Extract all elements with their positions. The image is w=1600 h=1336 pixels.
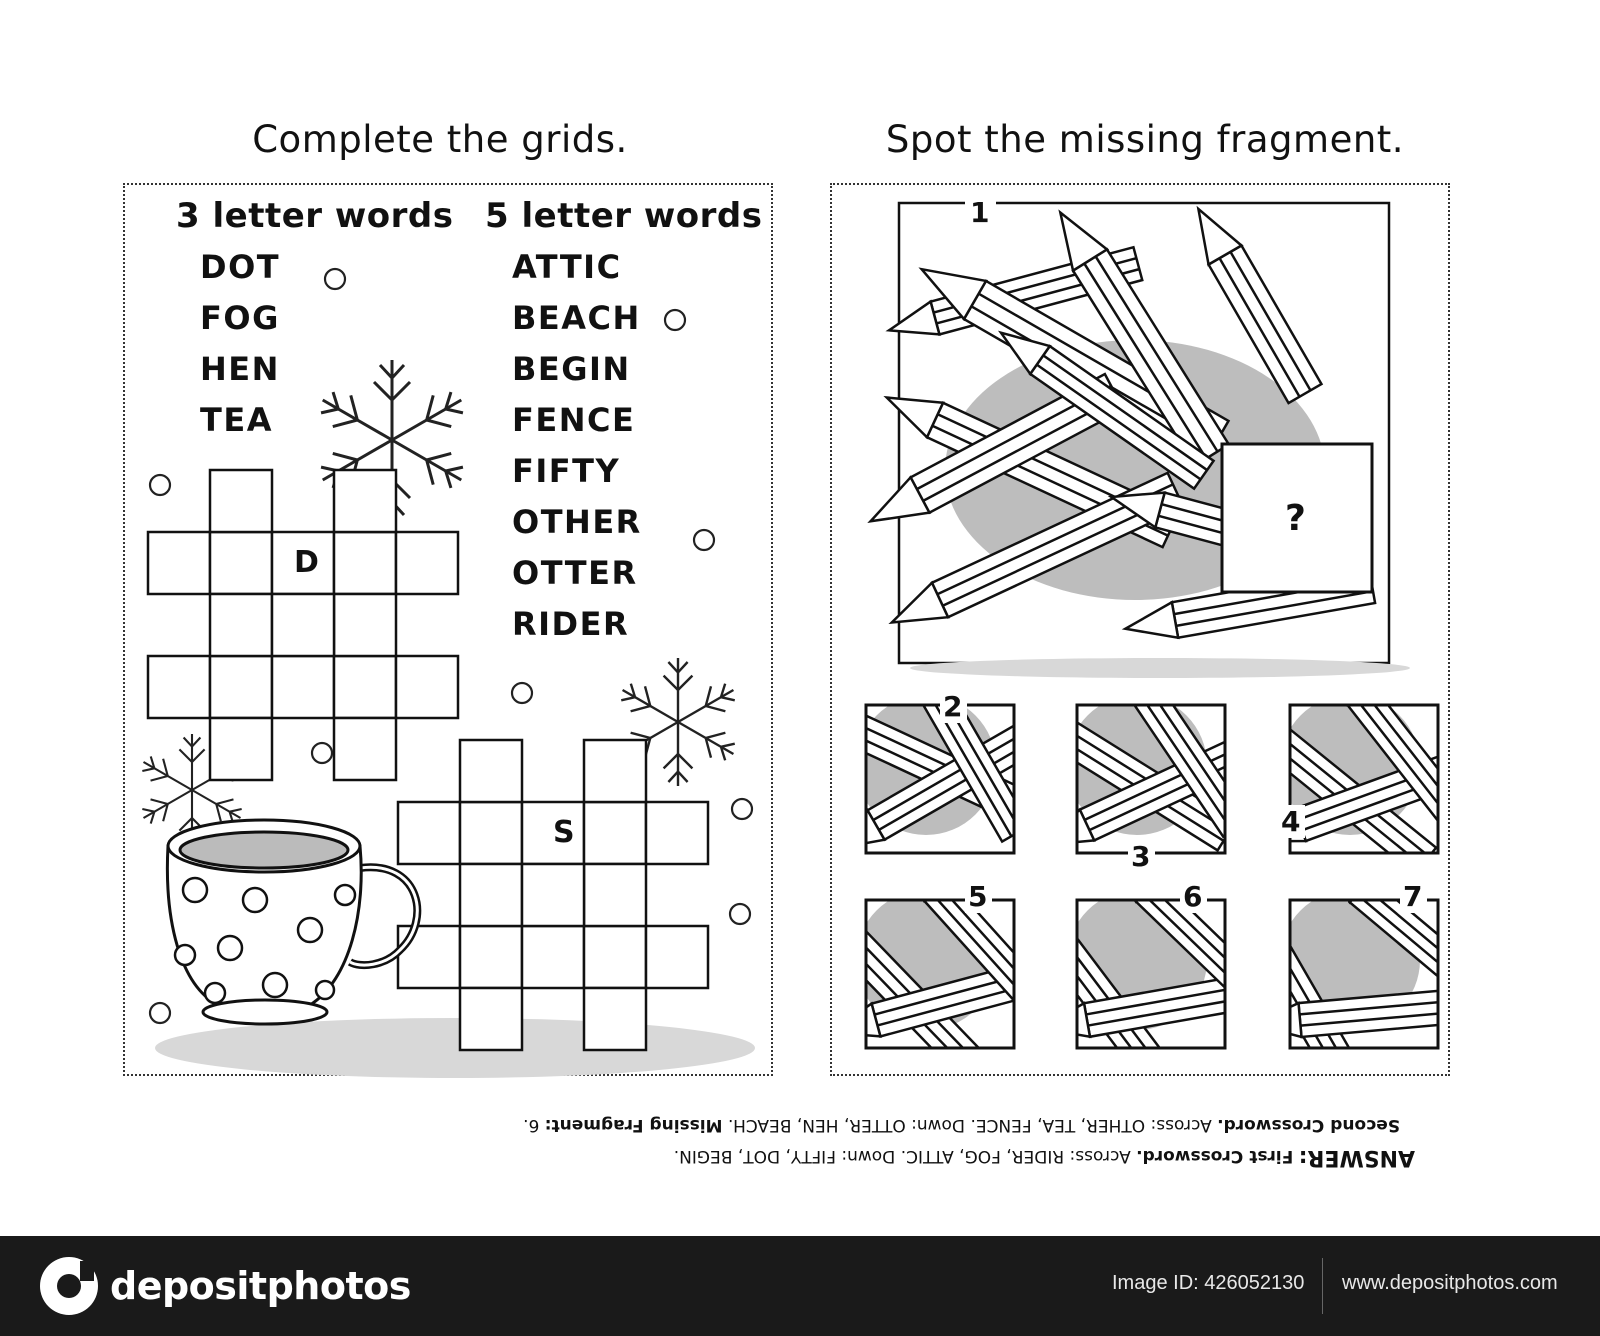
footer-bar	[0, 1236, 1600, 1336]
right-title: Spot the missing fragment.	[885, 118, 1405, 161]
crossword-cell	[460, 926, 522, 988]
crossword-cell	[522, 864, 584, 926]
left-title: Complete the grids.	[252, 118, 628, 161]
grid1-given-letter: D	[294, 545, 321, 580]
crossword-cell	[210, 594, 272, 656]
option-fragments	[796, 648, 1501, 1127]
crossword-cell	[460, 988, 522, 1050]
crossword-cell	[396, 656, 458, 718]
option-fragment	[1222, 650, 1493, 874]
missing-fragment-answer: 6.	[523, 1115, 540, 1135]
footer-divider	[1322, 1258, 1323, 1314]
crossword-cell	[460, 740, 522, 802]
crossword-cell	[334, 470, 396, 532]
crossword-cell	[460, 864, 522, 926]
five-letter-word: ATTIC	[512, 248, 622, 286]
first-crossword-label: First Crossword.	[1136, 1146, 1294, 1166]
five-letter-word: BEGIN	[512, 350, 631, 388]
five-letter-word: FIFTY	[512, 452, 621, 490]
crossword-grid-1	[148, 470, 458, 780]
missing-fragment-label: Missing Fragment:	[544, 1115, 723, 1135]
five-letter-word: FENCE	[512, 401, 636, 439]
crossword-cell	[210, 532, 272, 594]
answer-prefix: ANSWER:	[1298, 1145, 1415, 1170]
three-letter-word: FOG	[200, 299, 280, 337]
crossword-cell	[396, 532, 458, 594]
option-label: 3	[1128, 840, 1155, 873]
option-label: 2	[940, 690, 967, 723]
crossword-cell	[646, 926, 708, 988]
crossword-cell	[210, 470, 272, 532]
three-letter-word: DOT	[200, 248, 281, 286]
crossword-cell	[522, 926, 584, 988]
second-crossword-answer: Across: OTHER, TEA, FENCE. Down: OTTER, HEN, BEACH.	[727, 1115, 1212, 1135]
crossword-grid-2	[398, 740, 708, 1050]
crossword-cell	[272, 594, 334, 656]
grid2-given-letter: S	[553, 815, 577, 850]
crossword-cell	[584, 802, 646, 864]
main-picture-label: 1	[965, 196, 996, 229]
crossword-cell	[334, 656, 396, 718]
mug-icon	[167, 820, 417, 1024]
crossword-cell	[334, 594, 396, 656]
option-fragment	[1008, 649, 1276, 861]
option-label: 5	[965, 880, 992, 913]
crossword-cell	[584, 864, 646, 926]
option-label: 4	[1278, 805, 1305, 838]
crossword-cell	[460, 802, 522, 864]
three-letter-word: HEN	[200, 350, 280, 388]
pencil-pile-picture	[861, 199, 1410, 678]
first-crossword-answer: Across: RIDER, FOG, ATTIC. Down: FIFTY, DOT, BEGIN.	[673, 1146, 1131, 1166]
camera-icon	[40, 1257, 98, 1315]
second-crossword-label: Second Crossword.	[1217, 1115, 1400, 1135]
option-label: 6	[1180, 880, 1207, 913]
option-fragment	[1231, 849, 1500, 1127]
option-fragment	[796, 648, 1058, 863]
crossword-cell	[584, 988, 646, 1050]
five-letter-word: RIDER	[512, 605, 630, 643]
crossword-cell	[334, 532, 396, 594]
depositphotos-logo[interactable]	[40, 1258, 411, 1314]
five-letter-word: OTTER	[512, 554, 638, 592]
logo-text: depositphotos	[110, 1264, 411, 1308]
option-fragment	[1015, 847, 1287, 1110]
crossword-cell	[148, 532, 210, 594]
crossword-cell	[398, 802, 460, 864]
three-letter-heading: 3 letter words	[176, 196, 454, 236]
site-link[interactable]: www.depositphotos.com	[1342, 1272, 1558, 1294]
crossword-cell	[148, 656, 210, 718]
five-letter-word: OTHER	[512, 503, 642, 541]
crossword-cell	[272, 656, 334, 718]
crossword-cell	[646, 802, 708, 864]
option-fragment	[801, 846, 1074, 1091]
five-letter-heading: 5 letter words	[485, 196, 763, 236]
crossword-cell	[584, 740, 646, 802]
missing-fragment-question: ?	[1285, 498, 1308, 539]
crossword-cell	[334, 718, 396, 780]
crossword-cell	[210, 656, 272, 718]
three-letter-word: TEA	[200, 401, 273, 439]
five-letter-word: BEACH	[512, 299, 641, 337]
option-label: 7	[1400, 880, 1427, 913]
image-id: Image ID: 426052130	[1112, 1272, 1305, 1294]
crossword-cell	[210, 718, 272, 780]
crossword-cell	[584, 926, 646, 988]
